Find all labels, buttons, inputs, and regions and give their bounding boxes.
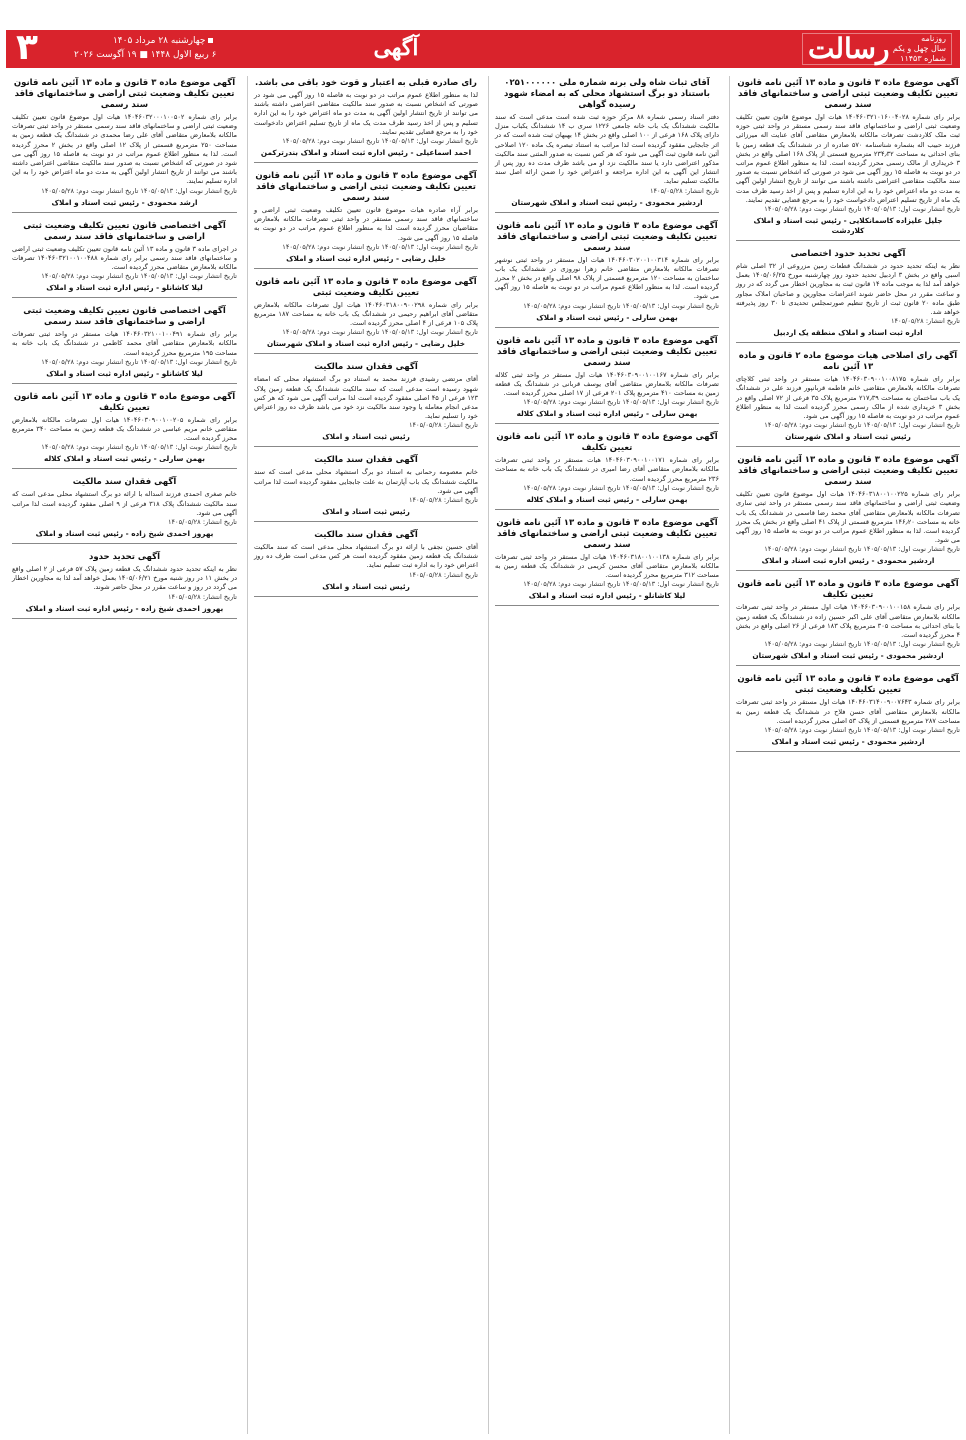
notice-divider [495, 605, 719, 606]
notice-divider [495, 212, 719, 213]
notice-body: برابر رای شماره ۱۴۰۴۶۰۳۰۹۰۰۱۰۰۱۷۱ هیات مستقر در واحد ثبتی تصرفات مالکانه بلامعارض متقاضی آقای رضا امیری در ششدانگ یک باب خانه به مساحت ۲۳۶ مترمربع محرز گردیده است. [495, 456, 719, 483]
notice-body: آقای حسین نجفی با ارائه دو برگ استشهاد محلی مدعی است که سند مالکیت ششدانگ یک قطعه زمین مفقود گردیده است هر کس مدعی است ظرف ده روز اعتراض خود را به اداره ثبت تسلیم نماید. [254, 543, 478, 570]
notice-sign: لیلا کاشانلو - رئیس اداره ثبت اسناد و املاک [528, 591, 686, 601]
notice-date: تاریخ انتشار: ۱۴۰۵/۰۵/۲۸ [408, 496, 478, 505]
masthead-meta-line: شماره ۱۱۴۵۳ [900, 54, 946, 63]
notice-date: تاریخ انتشار نوبت اول: ۱۴۰۵/۰۵/۱۳ تاریخ انتشار نوبت دوم: ۱۴۰۵/۰۵/۲۸ [764, 640, 960, 649]
notice [254, 277, 478, 355]
notice-title: آگهی فقدان سند مالکیت [314, 362, 418, 373]
masthead-meta-line: روزنامه [921, 34, 946, 43]
notice-title: آگهی اختصاصی قانون تعیین تکلیف وضعیت ثبتی اراضی و ساختمانهای فاقد سند رسمی [23, 220, 226, 242]
bullet-icon [208, 38, 213, 43]
notice-sign: بهروز احمدی شیخ زاده - رئیس اداره ثبت اسناد و املاک [25, 603, 224, 613]
notice-date: تاریخ انتشار نوبت اول: ۱۴۰۵/۰۵/۱۳ تاریخ انتشار نوبت دوم: ۱۴۰۵/۰۵/۲۸ [523, 398, 719, 407]
notice-sign: بهمن سارلی - رئیس ثبت اسناد و املاک کلاله [44, 454, 205, 464]
notice-date: تاریخ انتشار نوبت اول: ۱۴۰۵/۰۵/۱۳ تاریخ انتشار نوبت دوم: ۱۴۰۵/۰۵/۲۸ [764, 421, 960, 430]
notice-sign: رئیس ثبت اسناد و املاک [322, 581, 410, 591]
notice-title: آگهی موضوع ماده ۳ قانون و ماده ۱۳ آئین نامه قانون تعیین تکلیف [737, 579, 959, 601]
notice-title: آگهی موضوع ماده ۳ قانون و ماده ۱۳ آئین نامه قانون تعیین تکلیف وضعیت ثبتی اراضی و ساختمانهای فاقد سند رسمی [496, 220, 718, 253]
notice-title: آگهی موضوع ماده ۳ قانون و ماده ۱۳ آئین نامه قانون تعیین تکلیف وضعیت ثبتی اراضی و ساختمانهای فاقد سند رسمی [255, 171, 477, 204]
notice-body: برابر رای شماره ۱۴۰۴۶۰۳۱۸۰۰۱۰۰۱۳۸ هیات اول مستقر در واحد ثبتی تصرفات مالکانه بلامعارض متقاضی آقای محسن کریمی در ششدانگ یک قطعه زمین به مساحت ۳۱۲ مترمربع محرز گردیده است. [495, 552, 719, 580]
notice-title: آگهی اختصاصی قانون تعیین تکلیف وضعیت ثبتی اراضی و ساختمانهای فاقد سند رسمی [23, 306, 226, 328]
notice-sign: بهروز احمدی شیخ زاده - رئیس ثبت اسناد و املاک [35, 529, 214, 539]
column-1 [729, 76, 960, 1434]
masthead-meta-line: سال چهل و یکم [892, 44, 946, 53]
notice-title: آگهی تحدید حدود اختصاصی [790, 249, 906, 260]
notice [12, 306, 237, 384]
notice-sign: اردشیر محمودی - رئیس اداره ثبت اسناد و املاک [761, 556, 935, 566]
notice-sign: خلیل رضایی - رئیس اداره ثبت اسناد و املاک شهرستان [266, 339, 466, 349]
notice-sign: جلیل علیزاده کاسمانکلایی - رئیس ثبت اسناد و املاک کلاردشت [753, 216, 943, 236]
notice-title: آگهی موضوع ماده ۳ قانون و ماده ۱۳ آئین نامه قانون تعیین تکلیف وضعیت ثبتی اراضی و ساختمانهای فاقد سند رسمی [737, 455, 959, 488]
notice [495, 221, 719, 328]
notice-date: تاریخ انتشار: ۱۴۰۵/۰۵/۲۸ [890, 317, 960, 326]
notice-body: برابر رای شماره ۱۴۰۴۶۰۳۲۰۰۰۱۰۰۵۰۲ هیات اول موضوع قانون تعیین تکلیف وضعیت ثبتی اراضی و ساختمانهای فاقد سند رسمی مستقر در واحد ثبتی تصرفات مالکانه بلامعارض متقاضی آقای علی رضا محمدی در ششدانگ یک قطعه زمین به مساحت ۲۵۰ مترمربع قسمتی از پلاک ۱۲ اصلی واقع در بخش ۲ محرز گردیده است. لذا به منظور اطلاع عموم مراتب در دو نوبت به فاصله ۱۵ روز آگهی می شود در صورتی که اشخاص نسبت به صدور سند مالکیت متقاضی اعتراضی داشته باشند می توانند از تاریخ انتشار اولین آگهی به مدت دو ماه اعتراض خود را به این اداره تسلیم نمایند. [12, 113, 237, 186]
notice-body: برابر رای شماره ۱۴۰۴۶۰۳۱۸۰۰۱۰۰۲۲۵ هیات اول موضوع قانون تعیین تکلیف وضعیت ثبتی اراضی و ساختمانهای فاقد سند رسمی مستقر در واحد ثبتی ساری تصرفات مالکانه بلامعارض متقاضی آقای محمد رضا قاسمی در ششدانگ یک باب خانه به مساحت ۱۴۶٫۲۰ مترمربع قسمتی از پلاک ۴۱ اصلی واقع در بخش یک محرز گردیده است. لذا به منظور اطلاع عموم مراتب در دو نوبت به فاصله ۱۵ روز آگهی می شود. [736, 490, 960, 545]
notice-date: تاریخ انتشار نوبت اول: ۱۴۰۵/۰۵/۱۳ تاریخ انتشار نوبت دوم: ۱۴۰۵/۰۵/۲۸ [41, 443, 237, 452]
notice-divider [736, 240, 960, 241]
notice [736, 579, 960, 666]
date-block [74, 34, 216, 62]
date-persian [74, 34, 216, 48]
notice-divider [736, 665, 960, 666]
notice-date: تاریخ انتشار نوبت اول: ۱۴۰۵/۰۵/۱۳ تاریخ انتشار نوبت دوم: ۱۴۰۵/۰۵/۲۸ [523, 483, 719, 492]
notice [12, 78, 237, 213]
notice-body: برابر آراء صادره هیات موضوع قانون تعیین تکلیف وضعیت ثبتی اراضی و ساختمانهای فاقد سند رسمی مستقر در واحد ثبتی تصرفات مالکانه بلامعارض متقاضیان محرز گردیده است لذا به منظور اطلاع عموم مراتب در دو نوبت به فاصله ۱۵ روز آگهی می شود. [254, 206, 478, 242]
notice-body: برابر رای شماره ۱۴۰۴۶۰۳۰۹۰۰۱۰۰۱۶۷ هیات اول مستقر در واحد ثبتی کلاله تصرفات مالکانه بلامعارض متقاضی آقای یوسف قربانی در ششدانگ یک قطعه زمین به مساحت ۴۱۰ مترمربع پلاک ۲۰۱ فرعی از ۱۷ اصلی محرز گردیده است. [495, 370, 719, 398]
notice-body: نظر به اینکه تحدید حدود ششدانگ یک قطعه زمین پلاک ۵۷ فرعی از ۲ اصلی واقع در بخش ۱۱ در روز شنبه مورخ ۱۴۰۵/۰۶/۲۱ بعمل خواهد آمد لذا به مجاورین اخطار می گردد در روز و ساعت مقرر در محل حاضر شوند. [12, 565, 237, 592]
notice-title: رای صادره قبلی به اعتبار و قوت خود باقی می باشد. [255, 78, 477, 88]
notice [736, 249, 960, 343]
notice-title: آگهی رای اصلاحی هیات موضوع ماده ۲ قانون و ماده ۱۳ آئین نامه [738, 351, 958, 373]
column-3 [247, 76, 478, 1434]
notice-sign: رئیس ثبت اسناد و املاک [322, 432, 410, 442]
notice-date: تاریخ انتشار نوبت اول: ۱۴۰۵/۰۵/۱۳ تاریخ انتشار نوبت دوم: ۱۴۰۵/۰۵/۲۸ [41, 357, 237, 366]
notice-date: تاریخ انتشار: ۱۴۰۵/۰۵/۲۸ [167, 592, 237, 601]
masthead-meta [893, 34, 946, 64]
notice-title: آگهی موضوع ماده ۳ قانون و ماده ۱۳ آئین نامه قانون تعیین تکلیف وضعیت ثبتی اراضی و ساختمانهای فاقد سند رسمی [496, 517, 718, 550]
notice-title: آقای ثبات شاه ولی برنه شماره ملی ۰۲۵۱۰۰۰۰۰۰ باستناد دو برگ استشهاد محلی که به امضاء شهود رسیده گواهی [504, 78, 710, 110]
notice-sign: بهمن سارلی - رئیس ثبت اسناد و املاک [536, 312, 678, 322]
notice-title: آگهی فقدان سند مالکیت [72, 477, 177, 488]
notice [12, 477, 237, 544]
notice [12, 552, 237, 619]
notice-sign: احمد اسماعیلی - رئیس اداره ثبت اسناد و املاک بندرترکمن [260, 148, 472, 158]
notice-title: آگهی فقدان سند مالکیت [314, 530, 418, 541]
notice-sign: ارشد محمودی - رئیس ثبت اسناد و املاک [51, 197, 198, 207]
notice-divider [12, 618, 237, 619]
date-persian-text: چهارشنبه ۲۸ مرداد ۱۴۰۵ [112, 36, 206, 46]
notice-sign: اردشیر محمودی - رئیس ثبت اسناد و املاک [771, 736, 925, 746]
notice [736, 674, 960, 752]
notice-body: برابر رای شماره ۱۴۰۴۶۰۳۱۸۰۰۹۰۰۲۹۸ هیات اول تصرفات مالکانه بلامعارض متقاضی آقای ابراهیم رحیمی در ششدانگ یک باب خانه به مساحت ۱۸۷ مترمربع پلاک ۱۰۵ فرعی از ۴ اصلی محرز گردیده است. [254, 300, 478, 328]
notice-date: تاریخ انتشار نوبت اول: ۱۴۰۵/۰۵/۱۳ تاریخ انتشار نوبت دوم: ۱۴۰۵/۰۵/۲۸ [764, 205, 960, 214]
notice-divider [736, 446, 960, 447]
notice-sign: رئیس ثبت اسناد و املاک [322, 507, 410, 517]
notice [495, 78, 719, 213]
notice [495, 518, 719, 607]
notice [736, 351, 960, 447]
notice-body: نظر به اینکه تحدید حدود در ششدانگ قطعات زمین مزروعی از ۳۲ اصلی شام اسبی واقع در بخش ۳ اردبیل تحدید حدود روز چهارشنبه مورخ ۱۴۰۵/۰۶/۲۵ بعمل خواهد آمد لذا به موجب ماده ۱۴ قانون ثبت به مجاورین اخطار می گردد که در روز و ساعت مقرر در محل حاضر شوند اعتراضات مجاورین و صاحبان املاک مجاور طبق ماده ۲۰ قانون ثبت از تاریخ تنظیم صورتمجلس تحدیدی تا ۳۰ روز پذیرفته خواهد شد. [736, 262, 960, 317]
notice-sign: اداره ثبت اسناد و املاک منطقه یک اردبیل [773, 328, 923, 338]
notice-divider [12, 543, 237, 544]
page-number: ۳ [16, 27, 38, 68]
notice-body: آقای مرتضی رشیدی فرزند محمد به استناد دو برگ استشهاد محلی که امضاء شهود رسیده است مدعی است که سند مالکیت ششدانگ یک قطعه زمین پلاک ۱۲۳ فرعی از ۴۵ اصلی مفقود گردیده است لذا مراتب آگهی می شود که هر کس مدعی انجام معامله یا وجود سند مالکیت نزد خود می باشد ظرف ده روز اعتراض خود را تسلیم نماید. [254, 375, 478, 421]
notice-date: تاریخ انتشار نوبت اول: ۱۴۰۵/۰۵/۱۳ تاریخ انتشار نوبت دوم: ۱۴۰۵/۰۵/۲۸ [41, 186, 237, 195]
column-2 [488, 76, 719, 1434]
notice-divider [736, 751, 960, 752]
notice-divider [495, 509, 719, 510]
notice-sign: بهمن سارلی - رئیس ثبت اسناد و املاک کلاله [526, 494, 688, 504]
notice-body: برابر رای شماره ۱۴۰۴۶۰۳۰۹۰۰۱۰۰۲۰۵ هیات اول تصرفات مالکانه بلامعارض متقاضی خانم مریم عباسی در ششدانگ یک قطعه زمین به مساحت ۳۴۰ مترمربع محرز گردیده است. [12, 415, 237, 443]
notice-date: تاریخ انتشار نوبت اول: ۱۴۰۵/۰۵/۱۳ تاریخ انتشار نوبت دوم: ۱۴۰۵/۰۵/۲۸ [523, 580, 719, 589]
notice-body: در اجرای ماده ۳ قانون و ماده ۱۳ آئین نامه قانون تعیین تکلیف وضعیت ثبتی اراضی و ساختمانهای فاقد سند رسمی برابر رای شماره ۱۴۰۴۶۰۳۲۱۰۰۱۰۰۴۸۸ تصرفات مالکانه بلامعارض متقاضی محرز گردیده است. [12, 244, 237, 272]
notice-title: آگهی تحدید حدود [89, 552, 160, 563]
notice-title: آگهی موضوع ماده ۳ قانون و ماده ۱۳ آئین نامه قانون تعیین تکلیف [13, 391, 236, 413]
notice-title: آگهی موضوع ماده ۳ قانون و ماده ۱۳ آئین نامه قانون تعیین تکلیف [496, 432, 718, 454]
notice-title: آگهی موضوع ماده ۳ قانون و ماده ۱۳ آئین نامه قانون تعیین تکلیف وضعیت ثبتی [737, 674, 959, 696]
notice-divider [254, 446, 478, 447]
notice-date: تاریخ انتشار: ۱۴۰۵/۰۵/۲۸ [408, 570, 478, 579]
notice-date: تاریخ انتشار نوبت اول: ۱۴۰۵/۰۵/۱۳ تاریخ انتشار نوبت دوم: ۱۴۰۵/۰۵/۲۸ [41, 272, 237, 281]
notice-title: آگهی فقدان سند مالکیت [314, 455, 418, 466]
notice-divider [254, 521, 478, 522]
notice-sign: لیلا کاشانلو - رئیس اداره ثبت اسناد و املاک [46, 283, 203, 293]
notice [736, 78, 960, 241]
notice [12, 392, 237, 470]
masthead [802, 33, 952, 65]
notice [254, 530, 478, 597]
notice-sign: بهمن سارلی - رئیس اداره ثبت اسناد و املاک کلاله [516, 409, 698, 419]
notice [254, 362, 478, 447]
notice [254, 78, 478, 163]
notice-body: خانم معصومه رحمانی به استناد دو برگ استشهاد محلی مدعی است که سند مالکیت ششدانگ یک باب آپارتمان به علت جابجایی مفقود گردیده است لذا مراتب آگهی می شود. [254, 468, 478, 495]
notice-body: برابر رای شماره ۱۴۰۴۶۰۳۰۹۰۰۱۰۰۸۱۷۵ هیات مستقر در واحد ثبتی کلاچای تصرفات مالکانه بلامعارض متقاضی خانم فاطمه قربانپور فرزند علی در ششدانگ یک باب ساختمان به مساحت ۲۱۷٫۳۹ مترمربع پلاک ۳۵ فرعی از ۷۲ اصلی واقع در بخش ۳ خریداری شده از مالک رسمی محرز گردیده است لذا به منظور اطلاع عموم مراتب در دو نوبت به فاصله ۱۵ روز آگهی می شود. [736, 375, 960, 421]
notice [495, 432, 719, 510]
notice-divider [12, 468, 237, 469]
date-hijri-gregorian: ۶ ربیع الاول ۱۴۴۸ ■ ۱۹ آگوست ۲۰۲۶ [74, 50, 217, 60]
notice-date: تاریخ انتشار: ۱۴۰۵/۰۵/۲۸ [408, 421, 478, 430]
notice-title: آگهی موضوع ماده ۳ قانون و ماده ۱۳ آئین نامه قانون تعیین تکلیف وضعیت ثبتی اراضی و ساختمانهای فاقد سند رسمی [496, 335, 718, 368]
notice [12, 221, 237, 299]
notice-date: تاریخ انتشار نوبت اول: ۱۴۰۵/۰۵/۱۳ تاریخ انتشار نوبت دوم: ۱۴۰۵/۰۵/۲۸ [764, 725, 960, 734]
header-band [6, 27, 960, 68]
notice-sign: اردشیر محمودی - رئیس ثبت اسناد و املاک شهرستان [752, 651, 944, 661]
section-title: آگهی [373, 35, 419, 61]
notice-date: تاریخ انتشار نوبت اول: ۱۴۰۵/۰۵/۱۳ تاریخ انتشار نوبت دوم: ۱۴۰۵/۰۵/۲۸ [282, 242, 478, 251]
notice [254, 171, 478, 269]
notice-body: برابر رای شماره ۱۴۰۴۶۰۳۲۱۰۱۶۰۰۴۰۲۸ هیات اول موضوع قانون تعیین تکلیف وضعیت ثبتی اراضی و ساختمانهای فاقد سند رسمی مستقر در واحد ثبتی حوزه ثبت ملک کلاردشت تصرفات مالکانه بلامعارض متقاضی آقای عنایت اله میرزائی فرزند حبیب اله بشماره شناسنامه ۵۷۰ صادره از در ششدانگ یک قطعه زمین با بنای احداثی به مساحت ۲۳۴٫۳۲ مترمربع قسمتی از پلاک ۱۶۸ اصلی واقع در بخش ۳ خریداری از مالک رسمی محرز گردیده است. لذا به منظور اطلاع عموم مراتب در دو نوبت به فاصله ۱۵ روز آگهی می شود در صورتی که اشخاص نسبت به صدور سند مالکیت متقاضی اعتراضی داشته باشند می توانند از تاریخ انتشار اولین آگهی به مدت دو ماه اعتراض خود را به این اداره تسلیم و پس از اخذ رسید ظرف مدت یک ماه از تاریخ تسلیم اعتراض دادخواست خود را به مرجع قضایی تقدیم نمایند. [736, 113, 960, 204]
notice-sign: اردشیر محمودی - رئیس ثبت اسناد و املاک شهرستان [511, 197, 703, 207]
notice-body: دفتر اسناد رسمی شماره ۸۸ مرکز حوزه ثبت شده است مدعی است که سند مالکیت ششدانگ یک باب خانه جامعی ۱۲۲۶ سری ب ۱۴ ششدانگ یکباب منزل دارای پلاک ۱۶۸ فرعی از ۱۰۰ اصلی واقع در بخش ۱۴ بهبهان ثبت شده است که در اثر جابجایی مفقود گردیده است لذا مراتب به استناد تبصره یک ماده ۱۲۰ اصلاحی آئین نامه قانون ثبت آگهی می شود که هر کس نسبت به صدور المثنی سند مالکیت مذکور اعتراضی دارد یا سند مالکیت نزد او می باشد ظرف مدت ده روز پس از انتشار این آگهی به این اداره مراجعه و اعتراض خود را ضمن ارائه اصل سند مالکیت تسلیم نماید. [495, 113, 719, 186]
notice-title: آگهی موضوع ماده ۳ قانون و ماده ۱۳ آئین نامه قانون تعیین تکلیف وضعیت ثبتی اراضی و ساختمانهای فاقد سند رسمی [13, 78, 236, 110]
notice-body: برابر رای شماره ۱۴۰۴۶۰۳۰۹۰۰۱۰۰۱۵۸ هیات اول مستقر در واحد ثبتی تصرفات مالکانه بلامعارض متقاضی آقای علی اکبر حسین زاده در ششدانگ یک قطعه زمین با بنای احداثی به مساحت ۳۰۵ مترمربع پلاک ۱۸۳ فرعی از ۲۶ اصلی واقع در بخش ۴ محرز گردیده است. [736, 603, 960, 640]
notice-divider [12, 383, 237, 384]
notice-date: تاریخ انتشار نوبت اول: ۱۴۰۵/۰۵/۱۳ تاریخ انتشار نوبت دوم: ۱۴۰۵/۰۵/۲۸ [523, 301, 719, 310]
notice-divider [736, 570, 960, 571]
notice-divider [495, 327, 719, 328]
notice-body: لذا به منظور اطلاع عموم مراتب در دو نوبت به فاصله ۱۵ روز آگهی می شود در صورتی که اشخاص نسبت به صدور سند مالکیت متقاضی اعتراضی داشته باشند می توانند از تاریخ انتشار اولین آگهی به مدت دو ماه اعتراض خود را به این اداره تسلیم و پس از اخذ رسید ظرف مدت یک ماه از تاریخ تسلیم اعتراض دادخواست خود را به مرجع قضایی تقدیم نمایند. [254, 91, 478, 136]
column-4 [6, 76, 237, 1434]
notice-divider [254, 596, 478, 597]
notice-divider [254, 268, 478, 269]
notice-body: برابر رای شماره ۱۴۰۴۶۰۳۰۲۰۰۱۰۰۳۱۴ هیات اول مستقر در واحد ثبتی نوشهر تصرفات مالکانه بلامعارض متقاضی خانم زهرا نوروزی در ششدانگ یک باب ساختمان به مساحت ۱۲۰ مترمربع قسمتی از پلاک ۹۸ اصلی واقع در بخش ۲ محرز گردیده است. لذا به منظور اطلاع عموم مراتب در دو نوبت به فاصله ۱۵ روز آگهی می شود. [495, 255, 719, 301]
notice-title: آگهی موضوع ماده ۳ قانون و ماده ۱۳ آئین نامه قانون تعیین تکلیف وضعیت ثبتی [255, 276, 477, 298]
notice-sign: لیلا کاشانلو - رئیس اداره ثبت اسناد و املاک [46, 368, 203, 378]
notice-date: تاریخ انتشار نوبت اول: ۱۴۰۵/۰۵/۱۳ تاریخ انتشار نوبت دوم: ۱۴۰۵/۰۵/۲۸ [282, 328, 478, 337]
notice-sign: خلیل رضایی - رئیس اداره ثبت اسناد و املاک [286, 253, 446, 263]
notice-date: تاریخ انتشار: ۱۴۰۵/۰۵/۲۸ [167, 518, 237, 527]
notice-divider [254, 353, 478, 354]
notice-date: تاریخ انتشار: ۱۴۰۵/۰۵/۲۸ [649, 186, 719, 195]
notice-date: تاریخ انتشار نوبت اول: ۱۴۰۵/۰۵/۱۳ تاریخ انتشار نوبت دوم: ۱۴۰۵/۰۵/۲۸ [764, 545, 960, 554]
notice-body: برابر رای شماره ۱۴۰۴۶۰۳۲۱۰۰۱۰۰۴۹۱ هیات مستقر در واحد ثبتی تصرفات مالکانه بلامعارض متقاضی آقای محمد کاظمی در ششدانگ یک باب خانه به مساحت ۱۹۵ مترمربع محرز گردیده است. [12, 330, 237, 357]
notice-sign: رئیس ثبت اسناد و املاک شهرستان [785, 432, 911, 442]
notice-date: تاریخ انتشار نوبت اول: ۱۴۰۵/۰۵/۱۳ تاریخ انتشار نوبت دوم: ۱۴۰۵/۰۵/۲۸ [282, 137, 478, 146]
columns [6, 76, 960, 1434]
notice-body: برابر رای شماره ۱۴۰۴۶۰۳۱۴۰۰۹۰۰۷۶۴۳ هیات اول مستقر در واحد ثبتی تصرفات مالکانه بلامعارض متقاضی آقای حسن فلاح در ششدانگ یک قطعه زمین به مساحت ۲۸۷ مترمربع قسمتی از پلاک ۵۳ اصلی محرز گردیده است. [736, 698, 960, 725]
brand-logo: رسالت [808, 32, 890, 65]
notice [495, 336, 719, 425]
notice-divider [12, 297, 237, 298]
notice-divider [495, 423, 719, 424]
notice [736, 455, 960, 571]
notice-title: آگهی موضوع ماده ۳ قانون و ماده ۱۳ آئین نامه قانون تعیین تکلیف وضعیت ثبتی اراضی و ساختمانهای فاقد سند رسمی [737, 78, 959, 110]
notice-body: خانم صغری احمدی فرزند اسداله با ارائه دو برگ استشهاد محلی مدعی است که سند مالکیت ششدانگ پلاک ۳۱۸ فرعی از ۹ اصلی مفقود گردیده است لذا مراتب آگهی می شود. [12, 490, 237, 517]
notice-divider [12, 212, 237, 213]
notice-divider [736, 342, 960, 343]
notice-divider [254, 162, 478, 163]
notice [254, 455, 478, 522]
